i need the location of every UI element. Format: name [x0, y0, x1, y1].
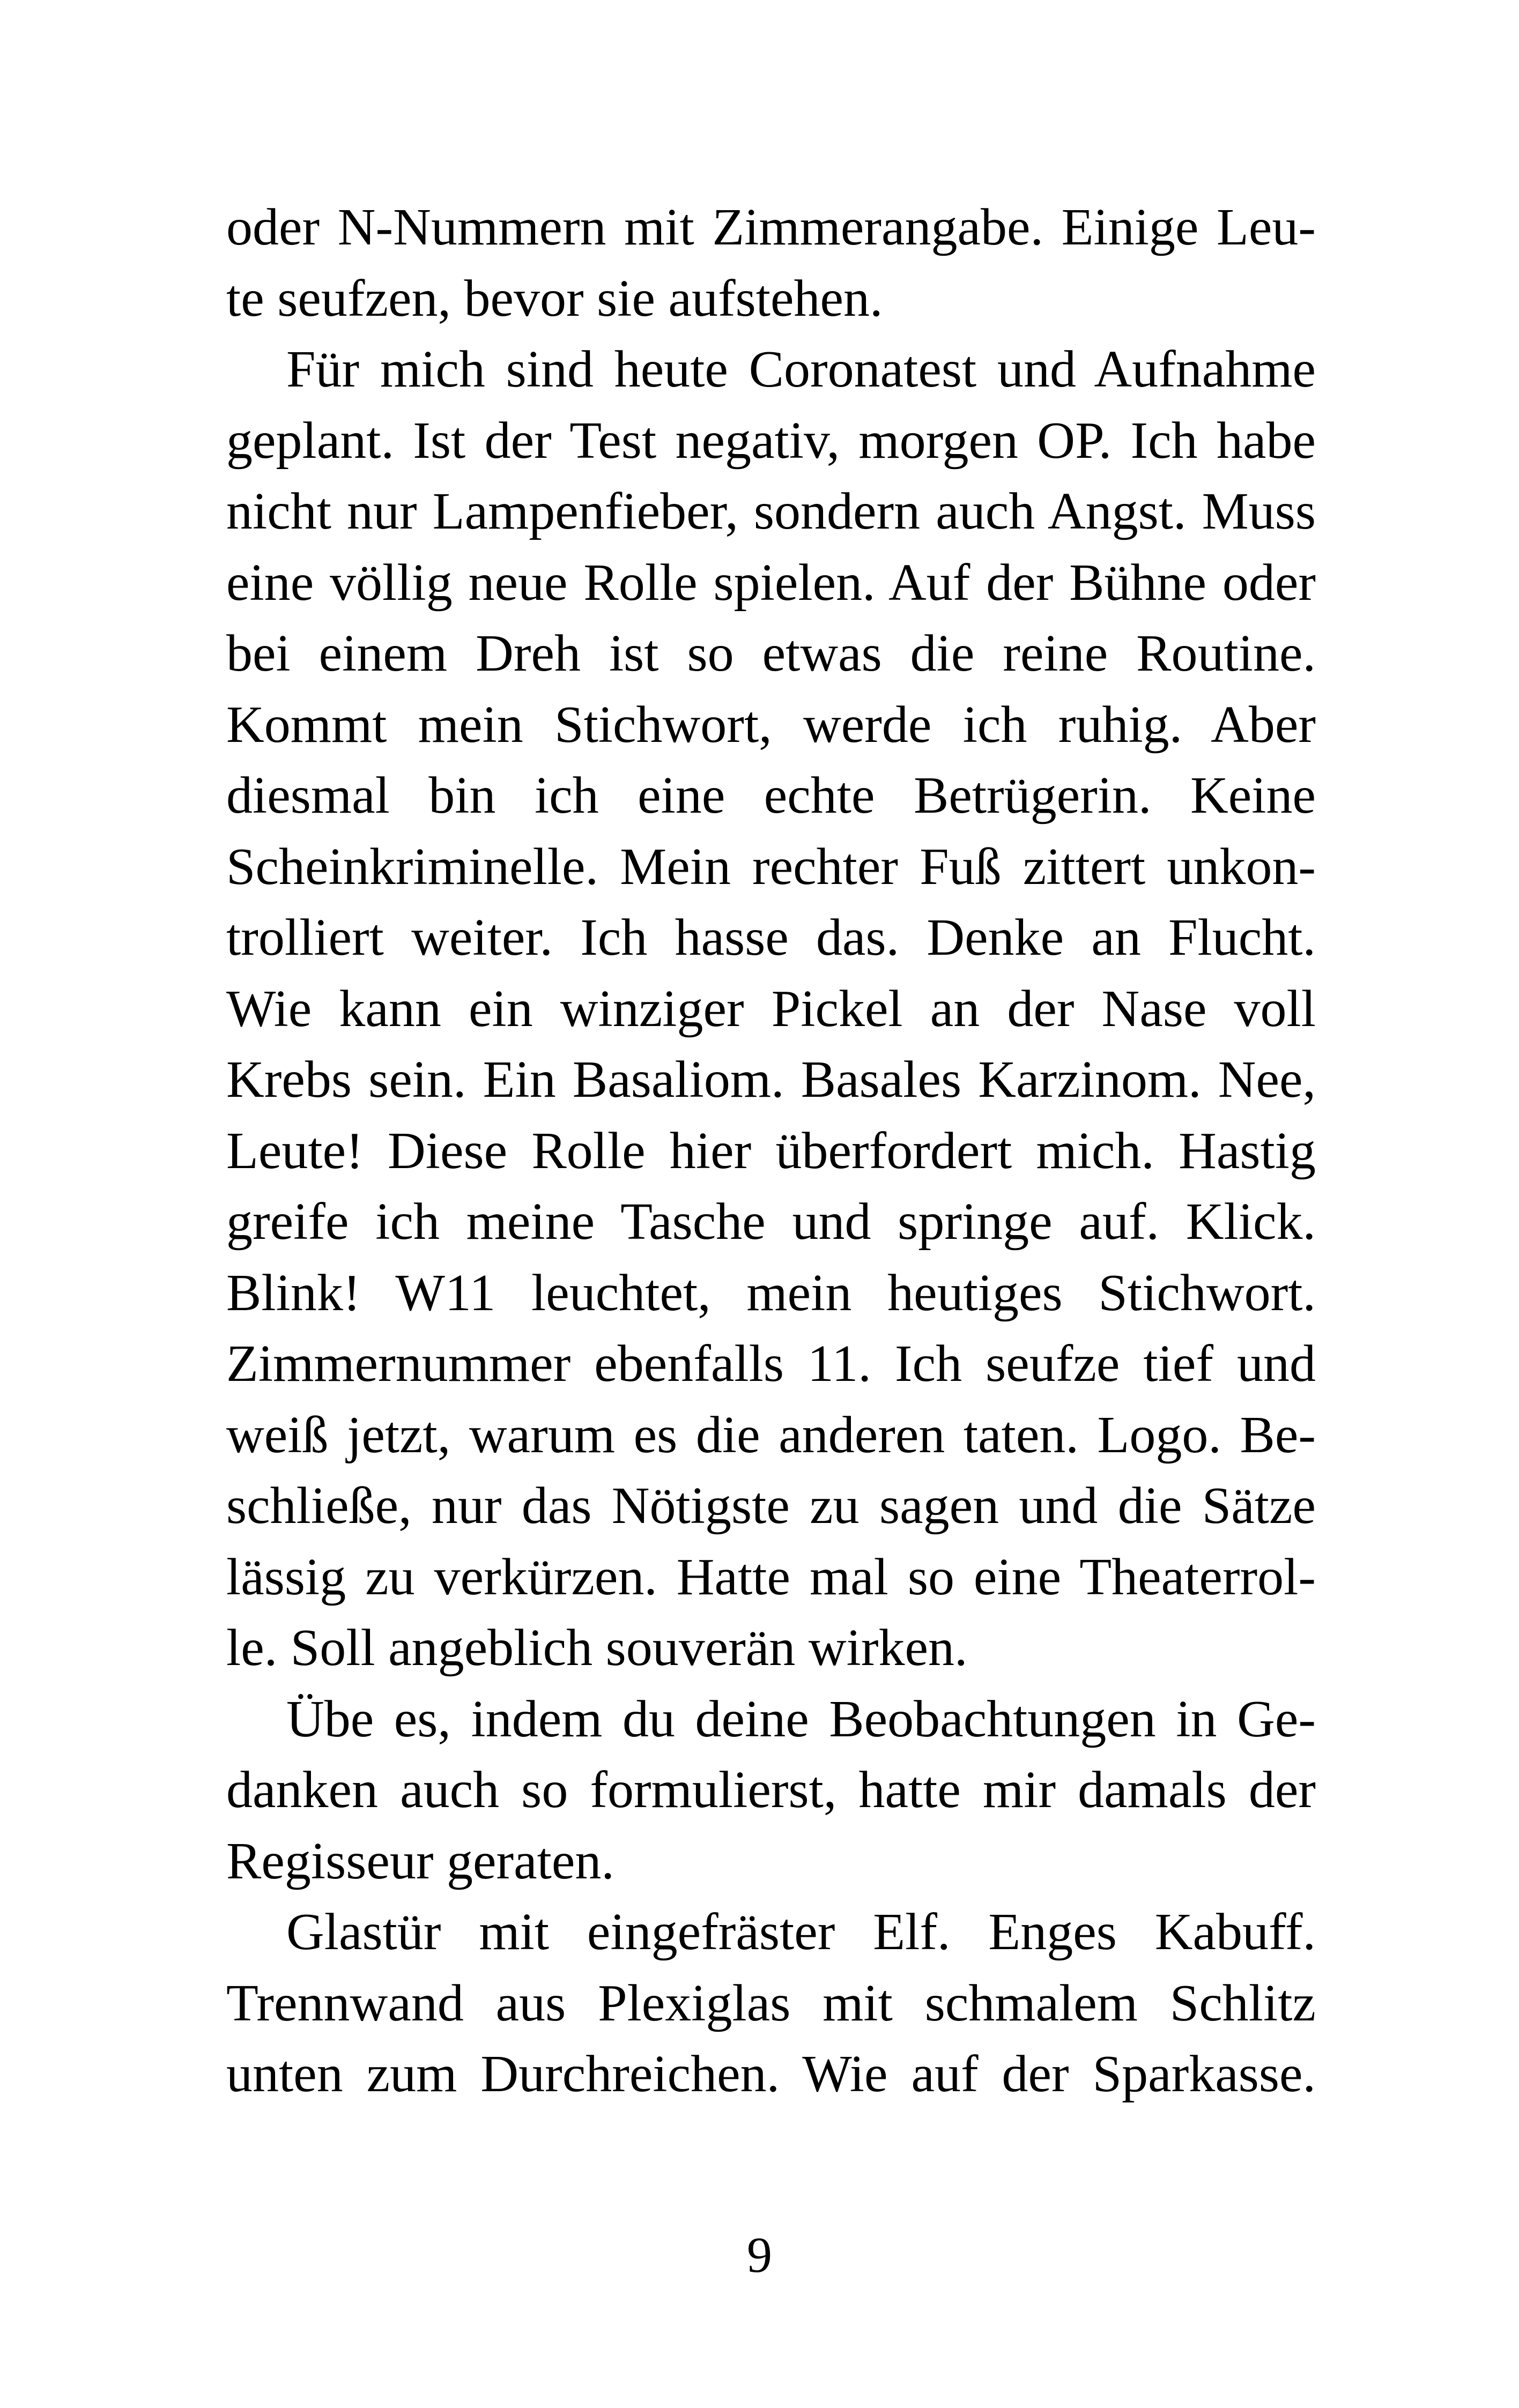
paragraph	[226, 334, 1316, 1684]
body-text	[226, 192, 1316, 2110]
text-line: schließe, nur das Nötigste zu sagen und die Sätze	[226, 1477, 1316, 1535]
text-line: Krebs sein. Ein Basaliom. Basales Karzinom. Nee,	[226, 1051, 1316, 1109]
text-line: Trennwand aus Plexiglas mit schmalem Schlitz	[226, 1974, 1316, 2032]
text-line: Zimmernummer ebenfalls 11. Ich seufze tief und	[226, 1335, 1316, 1393]
text-line: diesmal bin ich eine echte Betrügerin. Keine	[226, 767, 1316, 824]
paragraph	[226, 192, 1316, 334]
text-line: lässig zu verkürzen. Hatte mal so eine Theaterrol-	[226, 1548, 1316, 1606]
text-line: eine völlig neue Rolle spielen. Auf der Bühne oder	[226, 553, 1316, 612]
text-line: Für mich sind heute Coronatest und Aufnahme	[286, 340, 1316, 398]
text-line: Regisseur geraten.	[226, 1832, 614, 1890]
text-line: Scheinkriminelle. Mein rechter Fuß zittert unkon-	[226, 837, 1316, 896]
text-line: Blink! W11 leuchtet, mein heutiges Stichwort.	[226, 1264, 1316, 1322]
paragraph	[226, 1684, 1316, 1897]
text-line: unten zum Durchreichen. Wie auf der Sparkasse.	[226, 2045, 1316, 2103]
text-line: Glastür mit eingefräster Elf. Enges Kabuff.	[286, 1903, 1316, 1961]
text-line: nicht nur Lampenfieber, sondern auch Angst. Muss	[226, 482, 1316, 540]
text-line: bei einem Dreh ist so etwas die reine Routine.	[226, 625, 1316, 682]
text-line: Übe es, indem du deine Beobachtungen in Ge-	[286, 1690, 1316, 1748]
paragraph	[226, 1897, 1316, 2110]
text-line: Kommt mein Stichwort, werde ich ruhig. Aber	[226, 695, 1316, 754]
text-line: te seufzen, bevor sie aufstehen.	[226, 269, 883, 328]
page-number: 9	[747, 2227, 772, 2283]
text-line: le. Soll angeblich souverän wirken.	[226, 1619, 968, 1677]
text-line: oder N-Nummern mit Zimmerangabe. Einige Leu-	[226, 198, 1316, 256]
text-line: Wie kann ein winziger Pickel an der Nase voll	[226, 979, 1316, 1038]
text-line: weiß jetzt, warum es die anderen taten. Logo. Be-	[226, 1406, 1316, 1464]
text-line: trolliert weiter. Ich hasse das. Denke an Flucht.	[226, 909, 1316, 967]
text-line: danken auch so formulierst, hatte mir damals der	[226, 1761, 1316, 1819]
text-line: greife ich meine Tasche und springe auf. Klick.	[226, 1193, 1316, 1251]
text-line: geplant. Ist der Test negativ, morgen OP. Ich habe	[226, 411, 1316, 470]
text-line: Leute! Diese Rolle hier überfordert mich. Hastig	[226, 1121, 1316, 1180]
